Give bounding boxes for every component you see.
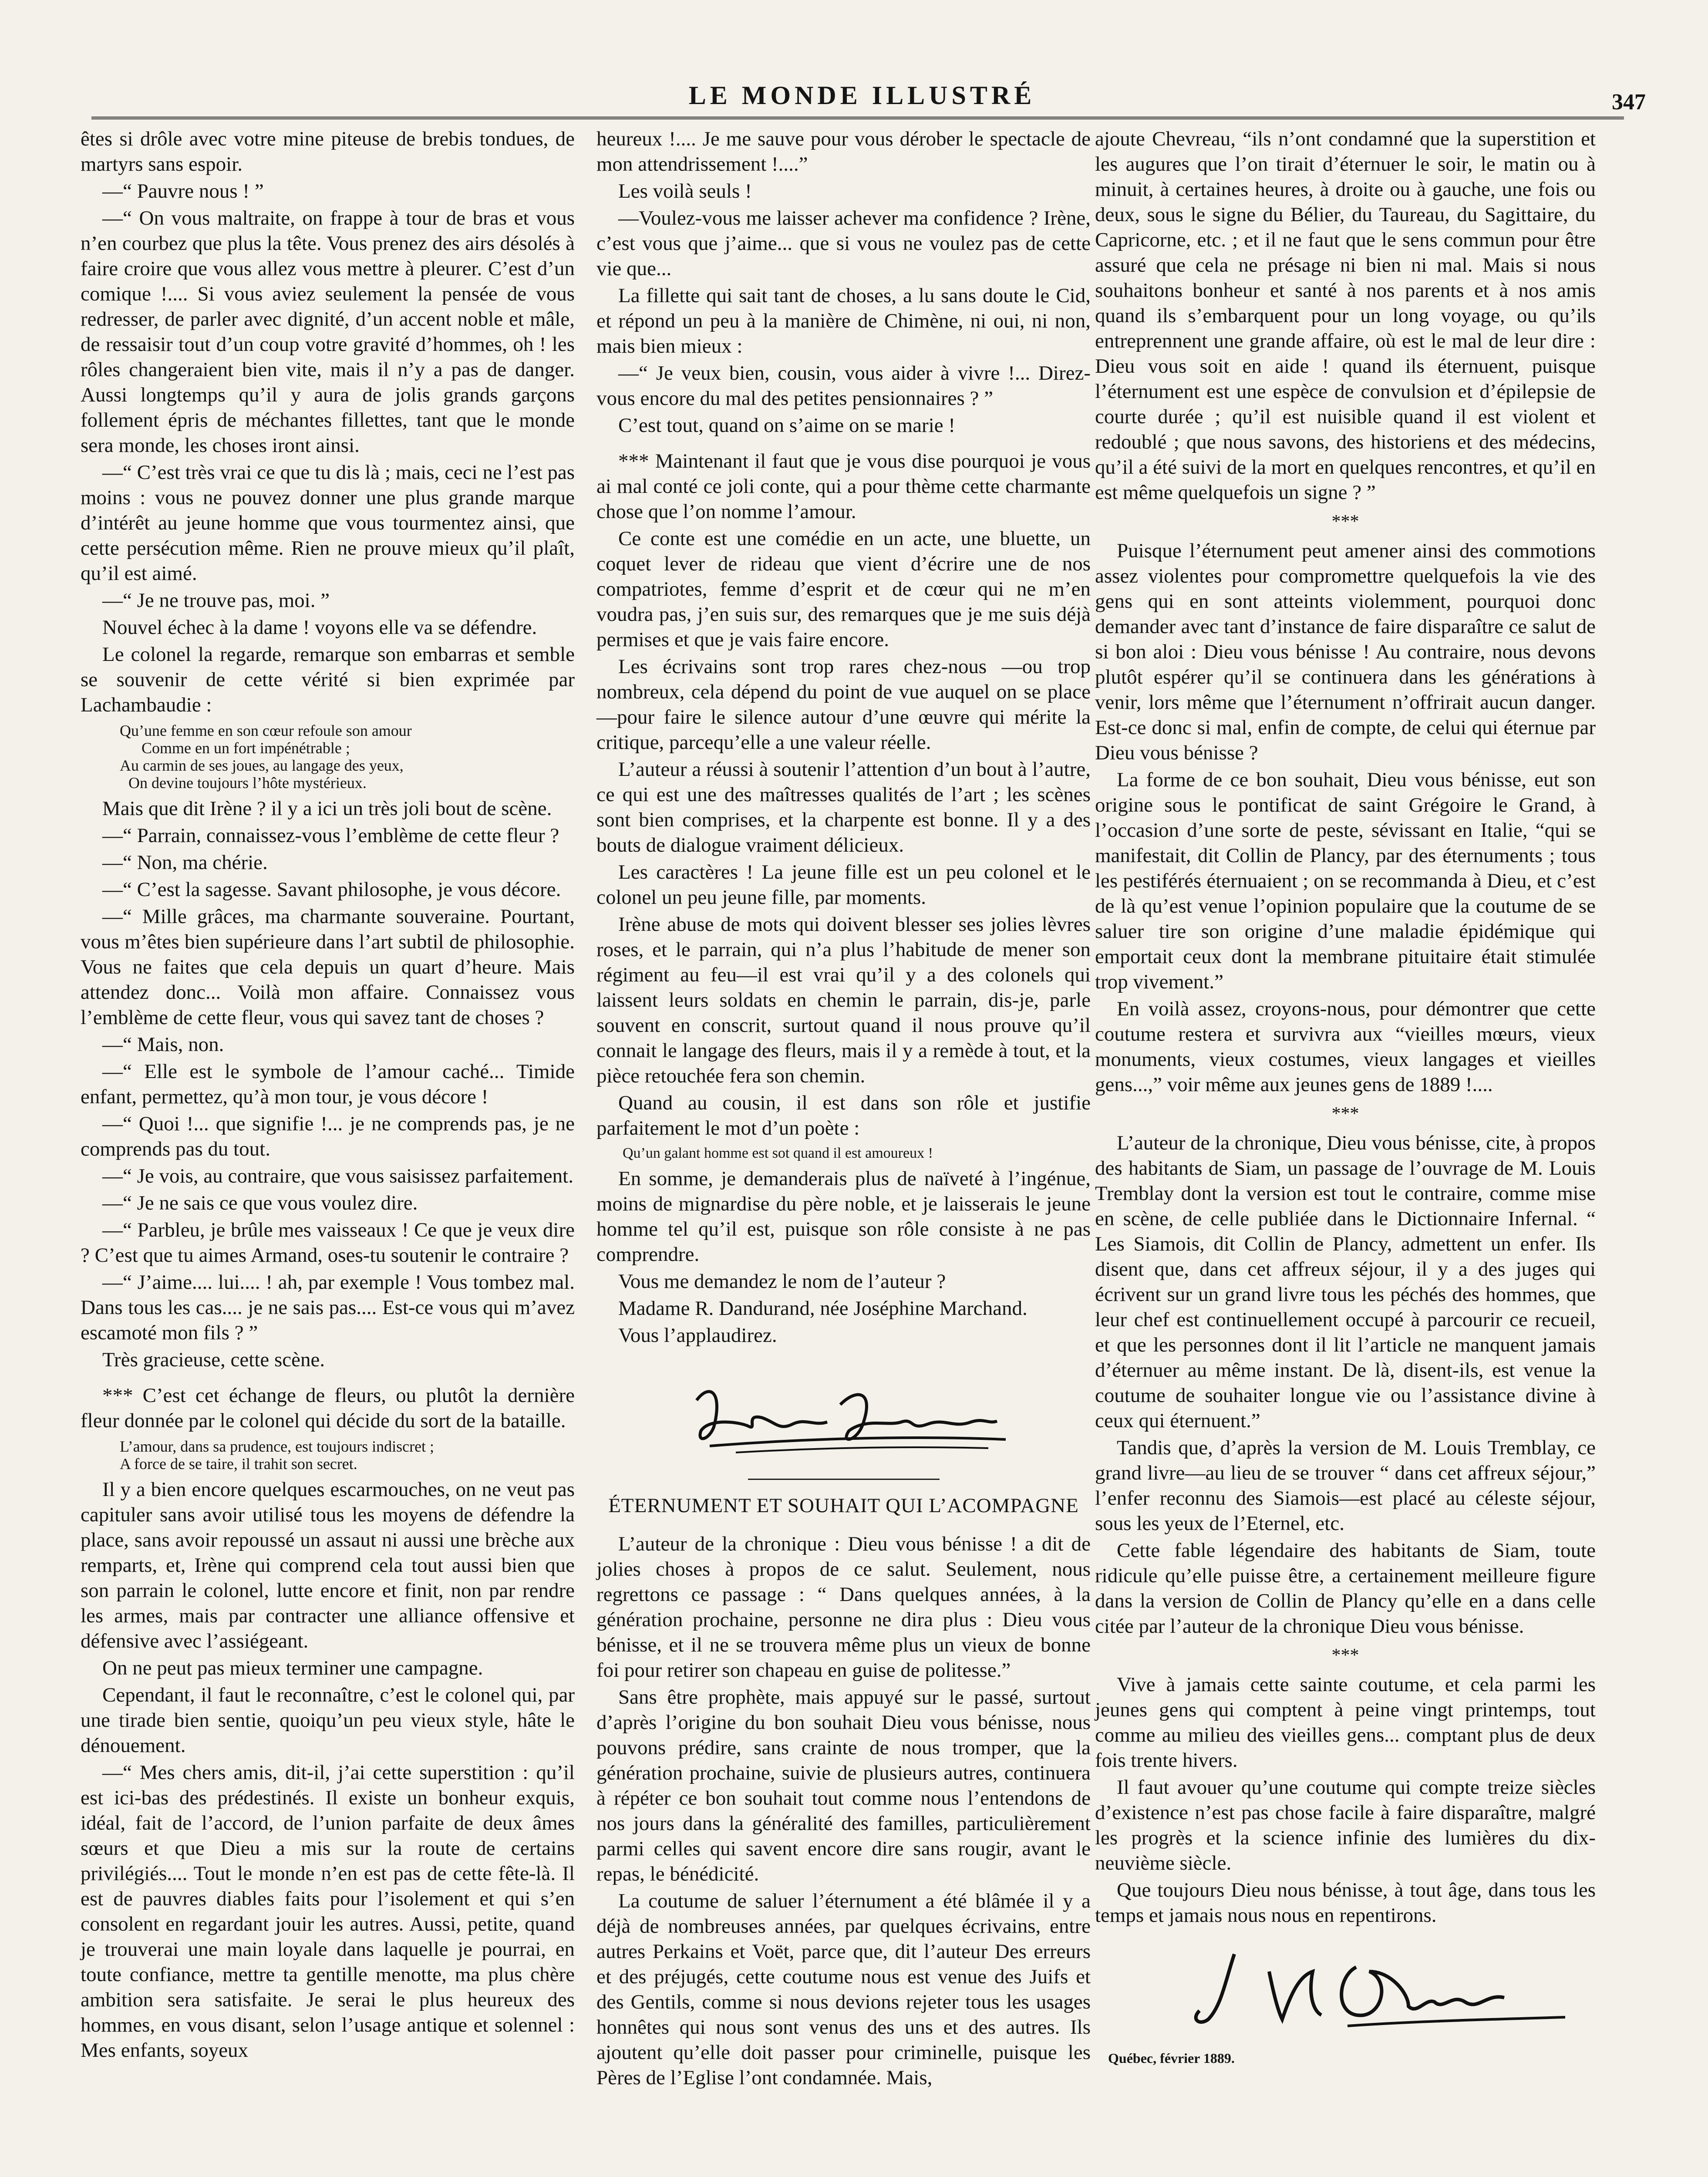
verse-line: On devine toujours l’hôte mystérieux. (128, 774, 367, 792)
paragraph: —“ Parbleu, je brûle mes vaisseaux ! Ce que je veux dire ? C’est que tu aimes Armand, oses-tu soutenir le contraire ? (81, 1219, 575, 1267)
section-divider (748, 1479, 940, 1480)
paragraph: La fillette qui sait tant de choses, a lu sans doute le Cid, et répond un peu à la manière de Chimène, ni oui, ni non, mais bien mieux : (596, 284, 1091, 357)
paragraph: —“ Parrain, connaissez-vous l’emblème de cette fleur ? (102, 824, 559, 847)
paragraph: —“ Je veux bien, cousin, vous aider à vivre !... Direz-vous encore du mal des petites pensionnaires ? ” (596, 362, 1091, 410)
paragraph: —“ Elle est le symbole de l’amour caché... Timide enfant, permettez, qu’à mon tour, je vous décore ! (81, 1060, 575, 1108)
paragraph: Cependant, il faut le reconnaître, c’est le colonel qui, par une tirade bien sentie, quoiqu’un peu vieux style, hâte le dénouement. (81, 1684, 575, 1757)
section-title (596, 1479, 1091, 1518)
paragraph: Il faut avouer qu’une coutume qui compte treize siècles d’existence n’est pas chose facile à faire disparaître, malgré les progrès et la science infinie des lumières du dix-neuvième siècle. (1095, 1776, 1596, 1874)
paragraph: Ce conte est une comédie en un acte, une bluette, un coquet lever de rideau que vient d’écrire une de nos compatriotes, femme d’esprit et de cœur qui ne m’en voudra pas, j’en suis sur, des remarques que je me suis déjà permises et que je vais faire encore. (596, 527, 1091, 651)
signature-jn-duguet (1095, 1945, 1596, 2041)
poet-quote: Qu’un galant homme est sot quand il est amoureux ! (623, 1145, 933, 1161)
page-number: 347 (1612, 90, 1646, 115)
paragraph: Sans être prophète, mais appuyé sur le passé, surtout d’après l’origine du bon souhait Dieu vous bénisse, nous pouvons prédire, sans crainte de nous tromper, que la génération prochaine, suivie de plusieurs autres, continuera à répéter ce bon souhait tout comme nous l’entendons de nos jours dans la généralité des familles, particulièrement parmi celles qui savent encore dire sans rougir, avant le repas, le bénédicité. (596, 1686, 1091, 1885)
verse-quote (81, 1438, 575, 1473)
paragraph: Tandis que, d’après la version de M. Louis Tremblay, ce grand livre—au lieu de se trouver “ dans cet affreux séjour,” l’enfer reconnu des Siamois—est placé au céleste séjour, sous les yeux de l’Eternel, etc. (1095, 1436, 1596, 1535)
paragraph: —“ J’aime.... lui.... ! ah, par exemple ! Vous tombez mal. Dans tous les cas.... je ne sais pas.... Est-ce vous qui m’avez escamoté mon fils ? ” (81, 1271, 575, 1344)
paragraph: L’auteur de la chronique, Dieu vous bénisse, cite, à propos des habitants de Siam, un passage de l’ouvrage de M. Louis Tremblay dont la version est tout le contraire, comme mise en scène, de celle publiée dans le Dictionnaire Infernal. “ Les Siamois, dit Collin de Plancy, admettent un enfer. Ils disent que, dans cet affreux séjour, il y a des juges qui écrivent sur un grand livre tous les péchés des hommes, que leur chef est continuellement occupé à parcourir ce recueil, et que les personnes dont il lit l’article ne manquent jamais d’éternuer au même instant. De là, disent-ils, est venue la coutume de souhaiter longue vie ou l’assistance divine à ceux qui éternuent.” (1095, 1132, 1596, 1432)
paragraph: —“ C’est la sagesse. Savant philosophe, je vous décore. (102, 878, 561, 901)
paragraph: *** C’est cet échange de fleurs, ou plutôt la dernière fleur donnée par le colonel qui décide du sort de la bataille. (81, 1384, 575, 1432)
verse-line: L’amour, dans sa prudence, est toujours indiscret ; (120, 1438, 435, 1455)
paragraph: ajoute Chevreau, “ils n’ont condamné que la superstition et les augures que l’on tirait d’éternuer le soir, le matin ou à minuit, à certaines heures, à droite ou à gauche, une fois ou deux, sous le signe du Bélier, du Taureau, du Sagittaire, du Capricorne, etc. ; et il ne faut que le sens commun pour être assuré que cela ne présage ni bien ni mal. Mais si nous souhaitons bonheur et santé à nos parents et à nos amis quand ils s’embarquent pour un long voyage, ou qu’ils entreprennent une grande affaire, où est le mal de leur dire : Dieu vous soit en aide ! quand ils éternuent, puisque l’éternument est une espèce de convulsion et d’épilepsie de courte durée ; qu’il est nuisible quand il est violent et redoublé ; que nous savons, des historiens et des médecins, qu’il a été suivi de la mort en quelques rencontres, et qu’il en est même quelquefois un signe ? ” (1095, 128, 1596, 504)
paragraph: Les écrivains sont trop rares chez-nous —ou trop nombreux, cela dépend du point de vue auquel on se place—pour faire le silence autour d’une œuvre qui mérite la critique, parcequ’elle a une valeur réelle. (596, 655, 1091, 754)
ornament-asterism (1095, 1105, 1596, 1122)
verse-quote (81, 722, 575, 792)
ornament-asterism (1095, 1647, 1596, 1664)
paragraph: L’auteur de la chronique : Dieu vous bénisse ! a dit de jolies choses à propos de ce salut. Seulement, nous regrettons ce passage : “ Dans quelques années, à la génération prochaine, personne ne dira plus : Dieu vous bénisse, et il ne se trouvera même plus un vieux de bonne foi pour retirer son chapeau en guise de politesse.” (596, 1533, 1091, 1682)
paragraph: *** Maintenant il faut que je vous dise pourquoi je vous ai mal conté ce joli conte, qui a pour thème cette charmante chose que l’on nomme l’amour. (596, 450, 1091, 523)
paragraph: La forme de ce bon souhait, Dieu vous bénisse, eut son origine sous le pontificat de saint Grégoire le Grand, à l’occasion d’une sorte de peste, sévissant en Italie, “qui se manifestait, dit Collin de Plancy, par des éternuments ; tous les pestiférés éternuaient ; on se recommanda à Dieu, et c’est de là qu’est venue l’opinion populaire que la coutume de se saluer tire son origine d’une maladie épidémique qui emportait ceux dont la membrane pituitaire était stimulée trop vivement.” (1095, 768, 1596, 993)
section-heading: ÉTERNUMENT ET SOUHAIT QUI L’ACOMPAGNE (608, 1494, 1079, 1517)
paragraph: Que toujours Dieu nous bénisse, à tout âge, dans tous les temps et jamais nous nous en repentirons. (1095, 1879, 1596, 1927)
paragraph: La coutume de saluer l’éternument a été blâmée il y a déjà de nombreuses années, par quelques écrivains, entre autres Perkains et Voët, parce que, dit l’auteur Des erreurs et des préjugés, cette coutume nous est venue des Juifs et des Gentils, comme si nous devions rejeter tous les usages honnêtes qui nous sont venus des uns et des autres. Ils ajoutent qu’elle doit passer pour criminelle, puisque les Pères de l’Eglise l’ont condamnée. Mais, (596, 1890, 1091, 2089)
column-3 (1095, 126, 1596, 2071)
paragraph: Irène abuse de mots qui doivent blesser ses jolies lèvres roses, et le parrain, qui n’a plus l’habitude de mener son régiment au feu—il est vrai qu’il y a des colonels qui laissent leurs soldats en chemin le parrain, dis-je, parle souvent en conscrit, surtout quand il nous prouve qu’il connait le langage des fleurs, mais il y a remède à tout, et la pièce retouchée fera son chemin. (596, 913, 1091, 1087)
paragraph: Les caractères ! La jeune fille est un peu colonel et le colonel un peu jeune fille, par moments. (596, 861, 1091, 909)
handwritten-signature (1182, 1945, 1574, 2032)
paragraph: En voilà assez, croyons-nous, pour démontrer que cette coutume restera et survivra aux “vieilles mœurs, vieux monuments, vieux costumes, vieux langages et vieilles gens...,” voir même aux jeunes gens de 1889 !.... (1095, 998, 1596, 1096)
verse-line: A force de se taire, il trahit son secret. (120, 1455, 357, 1473)
paragraph: —“ Je ne sais ce que vous voulez dire. (102, 1192, 418, 1214)
asterism-glyph: *** (1331, 1645, 1359, 1665)
paragraph: —“ Non, ma chérie. (102, 851, 268, 874)
paragraph: heureux !.... Je me sauve pour vous dérober le spectacle de mon attendrissement !....” (596, 128, 1091, 175)
asterism-glyph: *** (1331, 512, 1359, 532)
paragraph: Les voilà seuls ! (618, 180, 752, 202)
paragraph: Vive à jamais cette sainte coutume, et cela parmi les jeunes gens qui comptent à peine vingt printemps, tout comme au milieu des vieilles gens... comptant plus de deux fois trente hivers. (1095, 1673, 1596, 1772)
paragraph: —“ Quoi !... que signifie !... je ne comprends pas, je ne comprends pas du tout. (81, 1112, 575, 1160)
paragraph: —“ C’est très vrai ce que tu dis là ; mais, ceci ne l’est pas moins : vous ne pouvez donner une plus grande marque d’intérêt au jeune homme que vous tourmentez ainsi, que cette persécution même. Rien ne prouve mieux qu’il plaît, qu’il est aimé. (81, 461, 575, 585)
paragraph: En somme, je demanderais plus de naïveté à l’ingénue, moins de mignardise du père noble, et je laisserais le jeune homme tel qu’il est, puisque son rôle consiste à ne pas comprendre. (596, 1167, 1091, 1266)
paragraph: C’est tout, quand on s’aime on se marie ! (618, 414, 956, 437)
paragraph: Vous l’applaudirez. (618, 1324, 777, 1347)
verse-line: Comme en un fort impénétrable ; (141, 739, 350, 757)
ornament-asterism (1095, 513, 1596, 530)
paragraph: —Voulez-vous me laisser achever ma confidence ? Irène, c’est vous que j’aime... que si vous ne voulez pas de cette vie que... (596, 207, 1091, 280)
signature-leon-ledieu (596, 1365, 1091, 1466)
paragraph: Madame R. Dandurand, née Joséphine Marchand. (618, 1297, 1027, 1320)
handwritten-signature (684, 1374, 1014, 1461)
paragraph: êtes si drôle avec votre mine piteuse de brebis tondues, de martyrs sans espoir. (81, 128, 575, 175)
page-header (78, 76, 1646, 120)
paragraph: Très gracieuse, cette scène. (102, 1348, 325, 1371)
paragraph: Puisque l’éternument peut amener ainsi des commotions assez violentes pour compromettre quelquefois la vie des gens qui en sont atteints violemment, pourquoi donc demander avec tant d’instance de faire disparaître ce salut de si bon aloi : Dieu vous bénisse ! Au contraire, nous devons plutôt espérer qu’il se continuera dans les générations à venir, lors même que l’éternument n’offrirait aucun danger. Est-ce donc si mal, enfin de compte, de celui qui éternue par Dieu vous bénisse ? (1095, 539, 1596, 764)
column-2 (596, 126, 1091, 2090)
paragraph: On ne peut pas mieux terminer une campagne. (102, 1657, 483, 1679)
masthead: LE MONDE ILLUSTRÉ (688, 81, 1036, 110)
paragraph: Il y a bien encore quelques escarmouches, on ne veut pas capituler sans avoir utilisé tous les moyens de défendre la place, sans avoir repoussé un assaut ni aussi une brèche aux remparts, et, Irène qui comprend cela tout aussi bien que son parrain le colonel, lutte encore et finit, non par rendre les armes, mais par contracter une alliance offensive et défensive avec l’assiégeant. (81, 1478, 575, 1652)
paragraph: —“ Mais, non. (102, 1033, 224, 1056)
verse-line: Qu’une femme en son cœur refoule son amour (120, 722, 412, 739)
paragraph: Mais que dit Irène ? il y a ici un très joli bout de scène. (102, 797, 552, 820)
paragraph: —“ Mille grâces, ma charmante souveraine. Pourtant, vous m’êtes bien supérieure dans l’art subtil de philosophie. Vous ne faites que cela depuis un quart d’heure. Mais attendez donc... Voilà mon affaire. Connaissez vous l’emblème de cette fleur, vous qui savez tant de choses ? (81, 905, 575, 1029)
column-1 (81, 126, 575, 2063)
verse-line: Au carmin de ses joues, au langage des yeux, (120, 757, 404, 774)
paragraph: —“ Pauvre nous ! ” (102, 180, 264, 202)
header-rule (91, 117, 1624, 119)
paragraph: —“ Je ne trouve pas, moi. ” (102, 589, 330, 612)
asterism-glyph: *** (1331, 1104, 1359, 1124)
paragraph: —“ Mes chers amis, dit-il, j’ai cette superstition : qu’il est ici-bas des prédestinés. Il existe un bonheur exquis, idéal, fait de l’accord, de l’union parfaite de deux âmes sœurs et que Dieu a mis sur la route de certains privilégiés.... Tout le monde n’en est pas de cette fête-là. Il est de pauvres diables faits pour l’isolement et qui s’en consolent en regardant jouir les autres. Aussi, petite, quand je trouverai une main loyale dans laquelle je pourrai, en toute confiance, mettre ta gentille menotte, ma plus chère ambition sera satisfaite. Je serai le plus heureux des hommes, en vous disant, selon l’usage antique et solennel : Mes enfants, soyeux (81, 1761, 575, 2062)
paragraph: Le colonel la regarde, remarque son embarras et semble se souvenir de cette vérité si bien exprimée par Lachambaudie : (81, 643, 575, 716)
paragraph: —“ On vous maltraite, on frappe à tour de bras et vous n’en courbez que plus la tête. Vous prenez des airs désolés à faire croire que vous allez vous mettre à pleurer. C’est d’un comique !.... Si vous aviez seulement la pensée de vous redresser, de parler avec dignité, d’un accent noble et mâle, de ressaisir tout d’un coup votre gravité d’hommes, oh ! les rôles changeraient bien vite, mais il n’y a pas de danger. Aussi longtemps qu’il y aura de jolis grands garçons follement épris de méchantes fillettes, tant que le monde sera monde, les choses iront ainsi. (81, 207, 575, 457)
paragraph: Nouvel échec à la dame ! voyons elle va se défendre. (102, 616, 537, 639)
paragraph: L’auteur a réussi à soutenir l’attention d’un bout à l’autre, ce qui est une des maîtresses qualités de l’art ; les scènes sont bien comprises, et la charpente est bonne. Il y a des bouts de dialogue vraiment délicieux. (596, 758, 1091, 856)
paragraph: Quand au cousin, il est dans son rôle et justifie parfaitement le mot d’un poète : (596, 1092, 1091, 1139)
paragraph: Vous me demandez le nom de l’auteur ? (618, 1270, 946, 1293)
paragraph: —“ Je vois, au contraire, que vous saisissez parfaitement. (102, 1165, 573, 1187)
dateline: Québec, février 1889. (1108, 2050, 1235, 2066)
paragraph: Cette fable légendaire des habitants de Siam, toute ridicule qu’elle puisse être, a certainement meilleure figure dans la version de Collin de Plancy qu’elle en a dans celle citée par l’auteur de la chronique Dieu vous bénisse. (1095, 1539, 1596, 1638)
